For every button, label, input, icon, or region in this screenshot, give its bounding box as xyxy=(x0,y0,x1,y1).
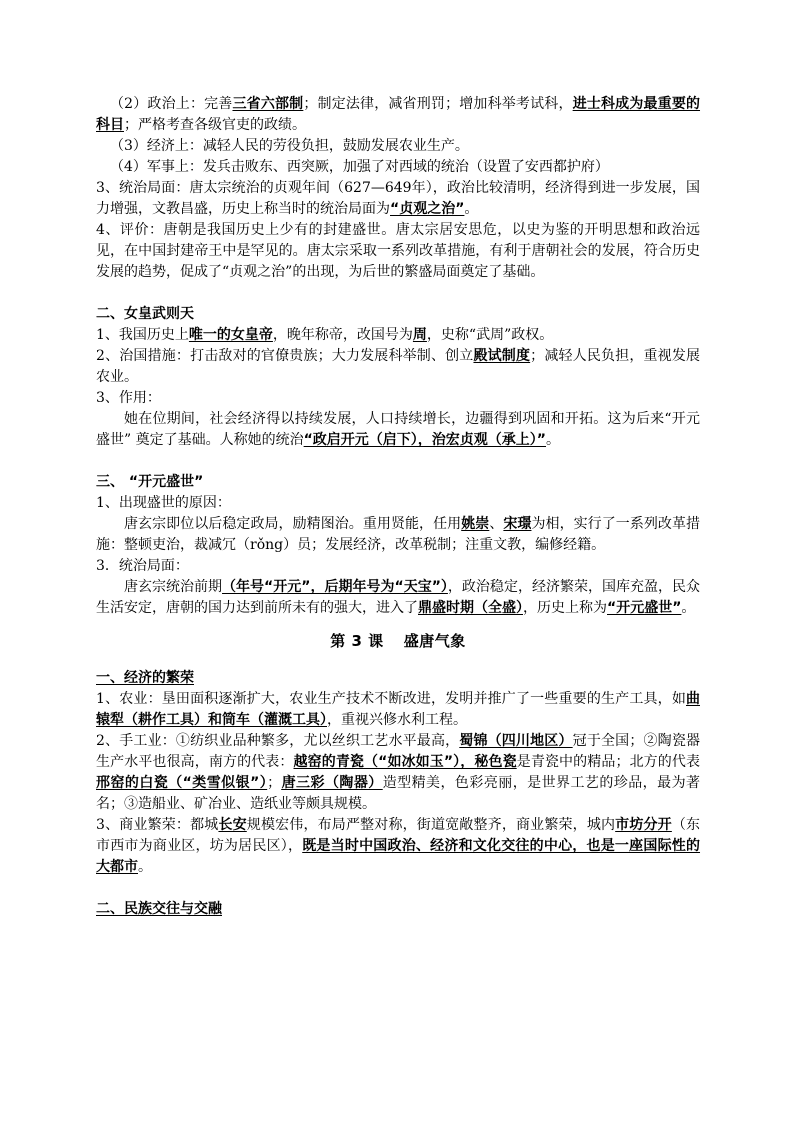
document-page xyxy=(96,94,700,920)
paragraph-commerce: 3、商业繁荣：都城长安规模宏伟，布局严整对称，街道宽敞整齐，商业繁荣，城内市坊分开（东市西市为商业区，坊为居民区），既是当时中国政治、经济和文化交往的中心，也是一座国际性的大都市。 xyxy=(96,817,701,875)
emphasis-xing-white-porcelain: 邢窑的白瓷（“类雪似银”） xyxy=(96,775,268,791)
paragraph-agriculture: 1、农业：垦田面积逐渐扩大，农业生产技术不断改进，发明并推广了一些重要的生产工具，如曲辕犁（耕作工具）和筒车（灌溉工具），重视兴修水利工程。 xyxy=(96,691,700,728)
emphasis-yao-chong: 姚崇 xyxy=(461,516,490,532)
paragraph-reasons: 唐玄宗即位以后稳定政局，励精图治。重用贤能，任用姚崇、宋璟为相，实行了一系列改革措施：整顿吏治，裁减冗（rǒng）员；发展经济，改革税制；注重文教，编修经籍。 xyxy=(96,516,701,553)
emphasis-yue-celadon: 越窑的青瓷（“如冰如玉”），秘色瓷 xyxy=(293,754,517,770)
section-heading-kaiyuan: 三、 “开元盛世” xyxy=(96,474,204,490)
paragraph-zhenguan-rule: 3、统治局面：唐太宗统治的贞观年间（627—649年），政治比较清明，经济得到进一步发展，国力增强，文教昌盛，历史上称当时的统治局面为“贞观之治”。 xyxy=(96,180,700,217)
emphasis-only-empress: 唯一的女皇帝 xyxy=(188,327,273,343)
paragraph-situation: 唐玄宗统治前期（年号“开元”，后期年号为“天宝”），政治稳定，经济繁荣，国库充盈，民众生活安定，唐朝的国力达到前所未有的强大，进入了鼎盛时期（全盛），历史上称为“开元盛世”。 xyxy=(96,579,700,616)
emphasis-zhenguan: “贞观之治” xyxy=(390,201,465,217)
spacer xyxy=(96,451,700,472)
emphasis-zhou: 周 xyxy=(412,327,427,343)
emphasis-peak-period: 鼎盛时期（全盛） xyxy=(418,600,523,616)
paragraph-political-measures: （2）政治上：完善三省六部制；制定法律，减省刑罚；增加科举考试科，进士科成为最重要的科目；严格考查各级官吏的政绩。 xyxy=(96,96,701,133)
emphasis-three-departments: 三省六部制 xyxy=(232,96,304,112)
emphasis-market-ward: 市坊分开 xyxy=(615,817,672,833)
emphasis-metropolis: 既是当时中国政治、经济和文化交往的中心，也是一座国际性的大都市 xyxy=(96,838,701,875)
paragraph-handicraft: 2、手工业：①纺织业品种繁多，尤以丝织工艺水平最高，蜀锦（四川地区）冠于全国；②陶瓷器生产水平也很高，南方的代表：越窑的青瓷（“如冰如玉”），秘色瓷是青瓷中的精品；北方的代表邢窑的白瓷（“类雪似银”）；唐三彩（陶器）造型精美，色彩亮丽，是世界工艺的珍品，最为著名；③造船业、矿冶业、造纸业等颇具规模。 xyxy=(96,733,701,812)
lesson-title xyxy=(96,631,700,652)
emphasis-song-jing: 宋璟 xyxy=(503,516,532,532)
paragraph-effect: 她在位期间，社会经济得以持续发展，人口持续增长，边疆得到巩固和开拓。这为后来“开元盛世” 奠定了基础。人称她的统治“政启开元（启下），治宏贞观（承上）”。 xyxy=(96,411,700,448)
paragraph-military-measures: （4）军事上：发兵击败东、西突厥，加强了对西域的统治（设置了安西都护府） xyxy=(110,159,609,175)
paragraph-reasons-label: 1、出现盛世的原因： xyxy=(96,495,231,511)
paragraph-evaluation: 4、评价：唐朝是我国历史上少有的封建盛世。唐太宗居安思危，以史为鉴的开明思想和政治远见，在中国封建帝王中是罕见的。唐太宗采取一系列改革措施，有利于唐朝社会的发展，符合历史发展的趋势，促成了“贞观之治”的出现，为后世的繁盛局面奠定了基础。 xyxy=(96,222,700,280)
emphasis-palace-exam: 殿试制度 xyxy=(473,348,531,364)
section-heading-ethnic-exchange: 二、民族交往与交融 xyxy=(96,901,222,917)
lesson-name: 盛唐气象 xyxy=(403,632,466,650)
paragraph-governance: 2、治国措施：打击敌对的官僚贵族；大力发展科举制、创立殿试制度；减轻人民负担，重视发展农业。 xyxy=(96,348,701,385)
paragraph-economic-measures: （3）经济上：减轻人民的劳役负担，鼓励发展农业生产。 xyxy=(110,138,469,154)
emphasis-era-names: （年号“开元”，后期年号为“天宝”） xyxy=(222,579,448,595)
emphasis-changan: 长安 xyxy=(218,817,247,833)
emphasis-shu-brocade: 蜀锦（四川地区） xyxy=(459,733,573,749)
emphasis-tang-sancai: 唐三彩（陶器） xyxy=(281,775,383,791)
spacer xyxy=(96,283,700,304)
lesson-number: 第 3 课 xyxy=(330,632,384,650)
emphasis-wu-zetian-rule: “政启开元（启下），治宏贞观（承上）” xyxy=(303,432,547,448)
emphasis-kaiyuan: “开元盛世” xyxy=(607,600,682,616)
section-heading-wu-zetian: 二、女皇武则天 xyxy=(96,306,194,322)
paragraph-effect-label: 3、作用： xyxy=(96,390,161,406)
spacer xyxy=(96,878,700,899)
emphasis-jinshi-exam: 进士科成为最重要的科目 xyxy=(96,96,701,133)
paragraph-only-empress: 1、我国历史上唯一的女皇帝，晚年称帝，改国号为周，史称“武周”政权。 xyxy=(96,327,554,343)
section-heading-economy: 一、经济的繁荣 xyxy=(96,670,194,686)
paragraph-situation-label: 3．统治局面： xyxy=(96,558,189,574)
emphasis-farm-tools: 曲辕犁（耕作工具）和筒车（灌溉工具） xyxy=(96,691,700,728)
